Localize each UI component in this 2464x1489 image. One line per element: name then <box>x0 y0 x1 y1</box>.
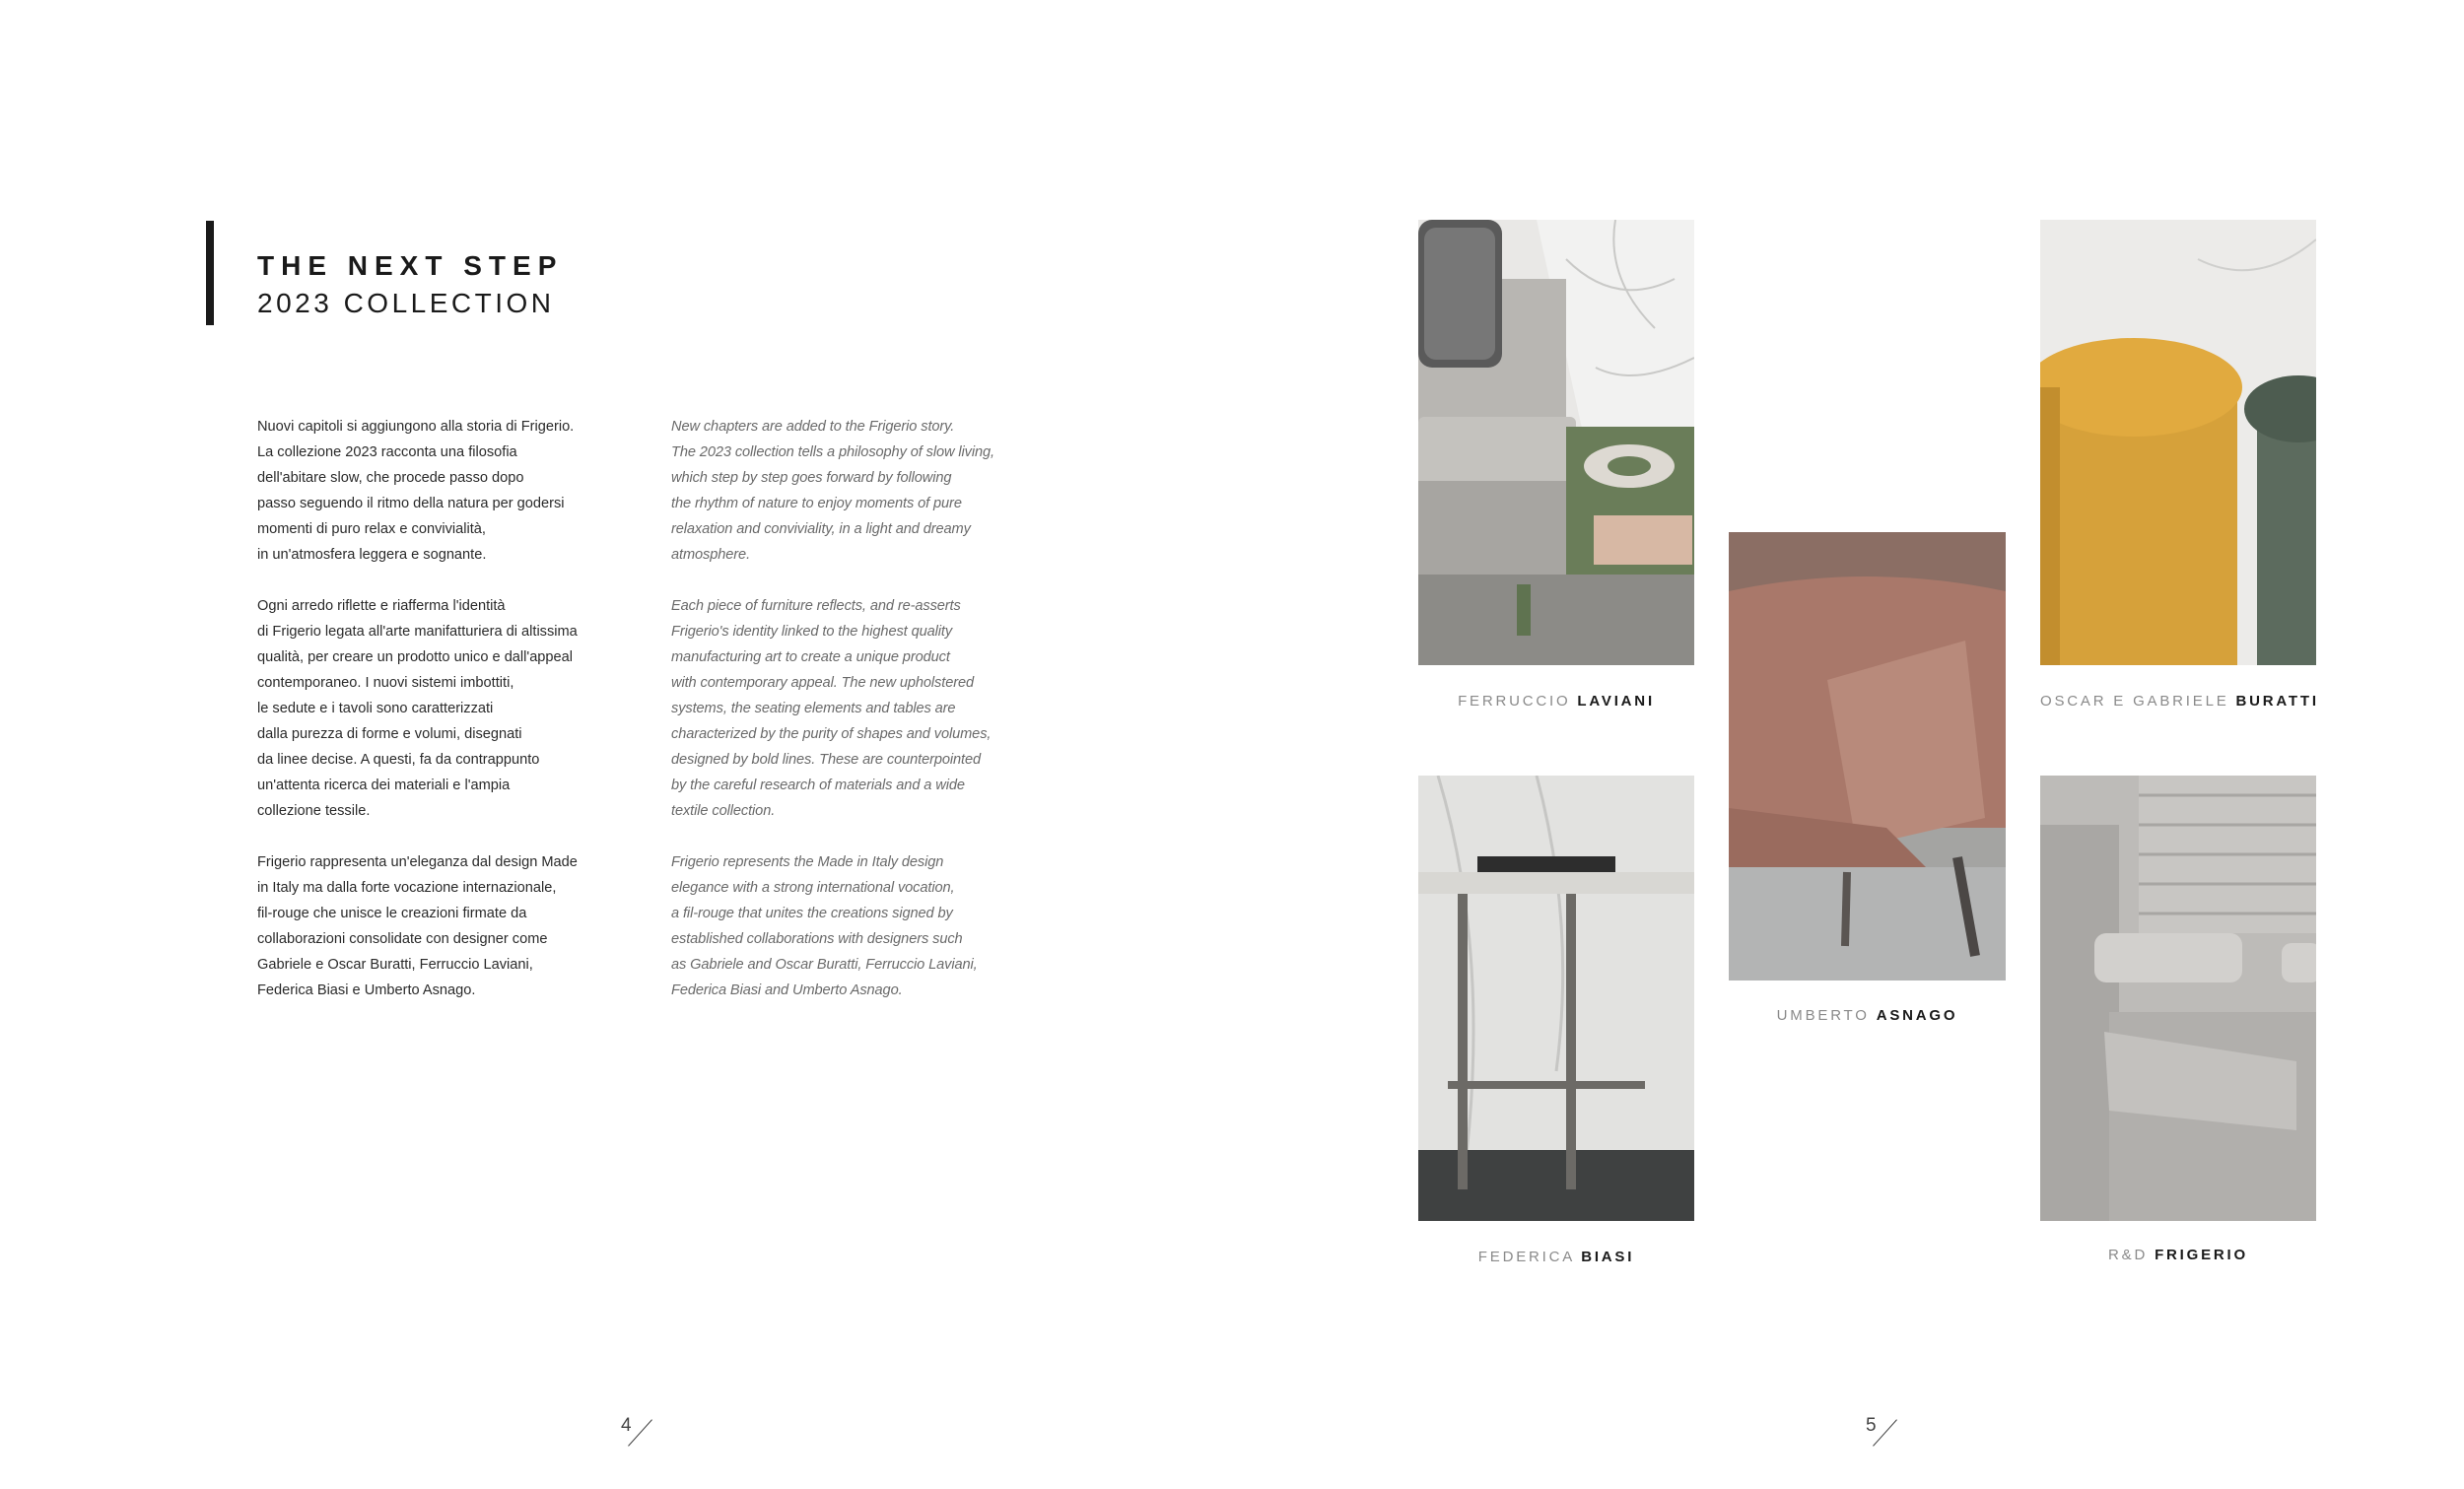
text-line: dalla purezza di forme e volumi, disegnati <box>257 726 522 742</box>
text-line: atmosphere. <box>671 547 751 563</box>
text-line: by the careful research of materials and a wide <box>671 778 965 793</box>
text-line: collezione tessile. <box>257 803 371 819</box>
designer-first-name: UMBERTO <box>1776 1007 1870 1024</box>
italian-text-column <box>257 414 642 1029</box>
text-line: a fil-rouge that unites the creations signed by <box>671 906 953 921</box>
title-accent-bar <box>206 221 214 325</box>
photo-frigerio-sofa <box>2040 776 2316 1221</box>
text-line: Federica Biasi e Umberto Asnago. <box>257 982 476 998</box>
text-line: dell'abitare slow, che procede passo dopo <box>257 470 524 486</box>
text-line: da linee decise. A questi, fa da contrappunto <box>257 752 540 768</box>
italian-paragraph <box>257 593 642 824</box>
caption-buratti <box>2040 693 2319 710</box>
text-line: Frigerio represents the Made in Italy design <box>671 854 944 870</box>
designer-last-name: BURATTI <box>2235 693 2319 710</box>
text-line: relaxation and conviviality, in a light and dreamy <box>671 521 971 537</box>
designer-first-name: FERRUCCIO <box>1458 693 1571 710</box>
page-subtitle: 2023 COLLECTION <box>257 288 555 318</box>
caption-biasi <box>1418 1249 1694 1265</box>
text-line: The 2023 collection tells a philosophy of slow living, <box>671 444 995 460</box>
page-number-left <box>621 1415 641 1451</box>
caption-laviani <box>1418 693 1694 710</box>
text-line: in Italy ma dalla forte vocazione internazionale, <box>257 880 557 896</box>
text-line: di Frigerio legata all'arte manifatturiera di altissima <box>257 624 578 640</box>
designer-last-name: ASNAGO <box>1876 1007 1958 1024</box>
designer-last-name: BIASI <box>1581 1249 1635 1265</box>
page-title: THE NEXT STEP <box>257 250 564 281</box>
text-line: Federica Biasi and Umberto Asnago. <box>671 982 903 998</box>
text-line: un'attenta ricerca dei materiali e l'ampia <box>257 778 511 793</box>
text-line: Gabriele e Oscar Buratti, Ferruccio Laviani, <box>257 957 533 973</box>
text-line: Nuovi capitoli si aggiungono alla storia di Frigerio. <box>257 419 575 435</box>
page-number-right <box>1866 1415 1885 1451</box>
text-line: momenti di puro relax e convivialità, <box>257 521 486 537</box>
text-line: collaborazioni consolidate con designer come <box>257 931 548 947</box>
english-paragraph <box>671 593 1056 824</box>
text-line: La collezione 2023 racconta una filosofia <box>257 444 517 460</box>
text-line: designed by bold lines. These are counterpointed <box>671 752 982 768</box>
text-line: manufacturing art to create a unique product <box>671 649 950 665</box>
designer-last-name: LAVIANI <box>1577 693 1655 710</box>
designer-first-name: FEDERICA <box>1477 1249 1575 1265</box>
caption-frigerio <box>2040 1247 2316 1263</box>
text-line: characterized by the purity of shapes and volumes, <box>671 726 992 742</box>
text-line: Ogni arredo riflette e riafferma l'identità <box>257 598 506 614</box>
page-number-label: 5 <box>1866 1415 1877 1436</box>
text-line: Frigerio rappresenta un'eleganza dal design Made <box>257 854 578 870</box>
text-line: Each piece of furniture reflects, and re-asserts <box>671 598 961 614</box>
text-line: New chapters are added to the Frigerio story. <box>671 419 955 435</box>
text-line: as Gabriele and Oscar Buratti, Ferruccio Laviani, <box>671 957 978 973</box>
text-line: established collaborations with designers such <box>671 931 963 947</box>
italian-paragraph <box>257 849 642 1003</box>
photo-asnago-armchair <box>1729 532 2006 981</box>
text-line: qualità, per creare un prodotto unico e dall'appeal <box>257 649 574 665</box>
text-line: the rhythm of nature to enjoy moments of pure <box>671 496 962 511</box>
photo-laviani-sofa <box>1418 220 1694 665</box>
designer-first-name: OSCAR E GABRIELE <box>2040 693 2229 710</box>
caption-asnago <box>1729 1007 2006 1024</box>
text-line: contemporaneo. I nuovi sistemi imbottiti, <box>257 675 514 691</box>
text-line: with contemporary appeal. The new upholstered <box>671 675 975 691</box>
designer-last-name: FRIGERIO <box>2155 1247 2248 1263</box>
photo-buratti-side-tables <box>2040 220 2316 665</box>
text-line: elegance with a strong international vocation, <box>671 880 955 896</box>
designer-first-name: R&D <box>2108 1247 2149 1263</box>
text-line: in un'atmosfera leggera e sognante. <box>257 547 487 563</box>
english-paragraph <box>671 849 1056 1003</box>
text-line: textile collection. <box>671 803 776 819</box>
text-line: le sedute e i tavoli sono caratterizzati <box>257 701 494 716</box>
text-line: Frigerio's identity linked to the highest quality <box>671 624 953 640</box>
text-line: passo seguendo il ritmo della natura per godersi <box>257 496 565 511</box>
page-number-label: 4 <box>621 1415 632 1436</box>
photo-biasi-console <box>1418 776 1694 1221</box>
italian-paragraph <box>257 414 642 568</box>
text-line: fil-rouge che unisce le creazioni firmate da <box>257 906 527 921</box>
text-line: systems, the seating elements and tables are <box>671 701 956 716</box>
text-line: which step by step goes forward by following <box>671 470 952 486</box>
english-paragraph <box>671 414 1056 568</box>
english-text-column <box>671 414 1056 1029</box>
